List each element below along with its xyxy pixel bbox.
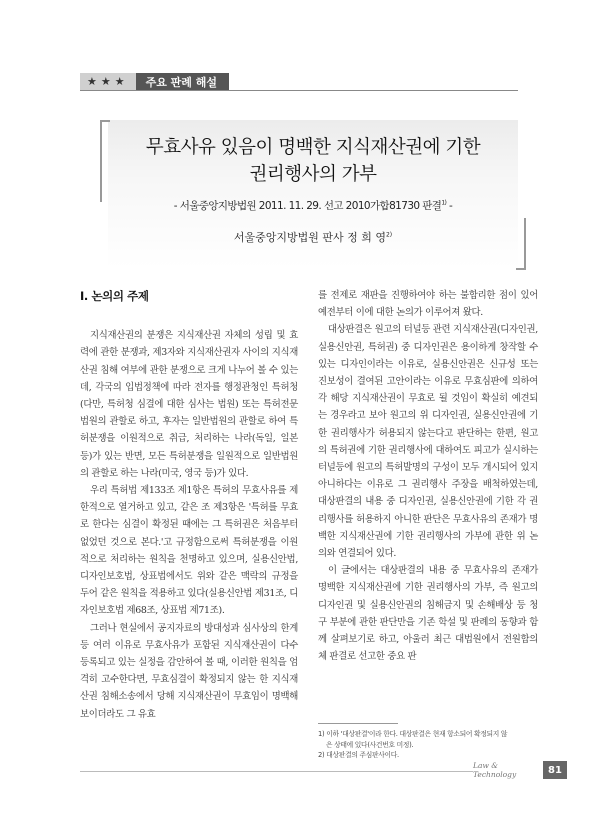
header-rule bbox=[80, 90, 518, 91]
page-number: 81 bbox=[543, 761, 567, 779]
footnotes bbox=[318, 729, 540, 761]
footnote-1 bbox=[318, 729, 540, 750]
subtitle-text: - 서울중앙지방법원 2011. 11. 29. 선고 2010가합81730 판결 bbox=[173, 200, 442, 212]
footer-rule bbox=[80, 771, 514, 772]
title-line-1: 무효사유 있음이 명백한 지식재산권에 기한 bbox=[145, 137, 481, 158]
footnote-text: 대상판결의 주심판사이다. bbox=[326, 751, 399, 759]
footnote-number: 1) bbox=[318, 730, 325, 738]
section-label: 주요 판례 해설 bbox=[136, 73, 229, 90]
paragraph: 지식재산권의 분쟁은 지식재산권 자체의 성립 및 효력에 관한 분쟁과, 제3자와 지식재산권자 사이의 지식재산권 침해 여부에 관한 분쟁으로 크게 나누어 볼 수 있는데, 각국의 입법정책에 따라 전자를 행정관청인 특허청(다만, 특허청 심결에 대한 심사는 법원) 또는 특허전문법원의 관할로 하고, 후자는 일반법원의 관할로 하여 특허분쟁을 이원적으로 취급, 처리하는 나라(독일, 일본 등)가 있는 반면, 모든 특허분쟁을 일원적으로 일반법원의 관할로 하는 나라(미국, 영국 등)가 있다. bbox=[80, 330, 298, 479]
author-footnote-ref[interactable]: 2) bbox=[385, 231, 393, 239]
subtitle-footnote-ref[interactable]: 1) bbox=[441, 199, 447, 207]
title-box bbox=[108, 120, 518, 268]
left-column bbox=[80, 288, 298, 723]
footnote-2 bbox=[318, 750, 540, 761]
article-subtitle bbox=[108, 198, 518, 213]
author-line bbox=[108, 229, 518, 245]
section-heading: I. 논의의 주제 bbox=[80, 289, 149, 303]
footnote-rule bbox=[318, 723, 398, 724]
subtitle-tail: - bbox=[446, 200, 453, 212]
right-column bbox=[318, 287, 538, 665]
paragraph: 우리 특허법 제133조 제1항은 특허의 무효사유를 제한적으로 열거하고 있고, 같은 조 제3항은 '특허를 무효로 한다는 심결이 확정된 때에는 그 특허권은 처음부터 없었던 것으로 본다.'고 규정함으로써 특허분쟁을 이원적으로 처리하는 원칙을 천명하고 있으며, 실용신안법, 디자인보호법, 상표법에서도 위와 같은 맥락의 규정을 두어 같은 원칙을 적용하고 있다(실용신안법 제31조, 디자인보호법 제68조, 상표법 제71조). bbox=[80, 485, 298, 617]
article-title bbox=[108, 134, 518, 188]
footnote-text: 이하 '대상판결'이라 한다. 대상판결은 현재 항소되어 확정되지 않 bbox=[326, 730, 508, 738]
author-name: 서울중앙지방법원 판사 정 희 영 bbox=[233, 231, 386, 244]
footnote-number: 2) bbox=[318, 751, 325, 759]
rating-stars: ★★★ bbox=[80, 73, 136, 90]
paragraph: 대상판결은 원고의 터널등 관련 지식재산권(디자인권, 실용신안권, 특허권) 중 디자인권은 용이하게 창작할 수 있는 디자인이라는 이유로, 실용신안권은 신규성 또는 진보성이 결여된 고안이라는 이유로 무효심판에 의하여 각 해당 지식재산권이 무효로 될 것임이 확실히 예견되는 경우라고 보아 원고의 위 디자인권, 실용신안권에 기한 권리행사가 허용되지 않는다고 판단하는 한편, 원고의 특허권에 기한 권리행사에 대하여도 피고가 실시하는 터널등에 원고의 특허발명의 구성이 모두 개시되어 있지 아니하다는 이유로 그 권리행사 주장을 배척하였는데, 대상판결의 내용 중 디자인권, 실용신안권에 기한 각 권리행사를 허용하지 아니한 판단은 무효사유의 존재가 명백한 지식재산권에 기한 권리행사의 가부에 관한 위 논의와 연결되어 있다. bbox=[318, 324, 538, 560]
section-tag bbox=[80, 73, 229, 90]
footnote-text-cont: 은 상태에 있다(사건번호 미정). bbox=[326, 740, 414, 749]
paragraph: 를 전제로 재판을 진행하여야 하는 불합리한 점이 있어 예전부터 이에 대한 논의가 이루어져 왔다. bbox=[318, 290, 538, 319]
journal-name: Law & Technology bbox=[473, 762, 543, 778]
title-line-2: 권리행사의 가부 bbox=[249, 164, 377, 185]
paragraph: 그러나 현실에서 공지자료의 방대성과 심사상의 한계 등 여러 이유로 무효사유가 포함된 지식재산권이 다수 등록되고 있는 실정을 감안하여 볼 때, 이러한 원칙을 엄격히 고수한다면, 무효심결이 확정되지 않는 한 지식재산권 침해소송에서 당해 지식재산권이 무효임이 명백해 보이더라도 그 유효 bbox=[80, 622, 298, 720]
paragraph: 이 글에서는 대상판결의 내용 중 무효사유의 존재가 명백한 지식재산권에 기한 권리행사의 가부, 즉 원고의 디자인권 및 실용신안권의 침해금지 및 손해배상 등 청구 부분에 관한 판단만을 기존 학설 및 판례의 동향과 함께 살펴보기로 하고, 아울러 최근 대법원에서 전원합의체 판결로 선고한 중요 판 bbox=[318, 565, 538, 663]
